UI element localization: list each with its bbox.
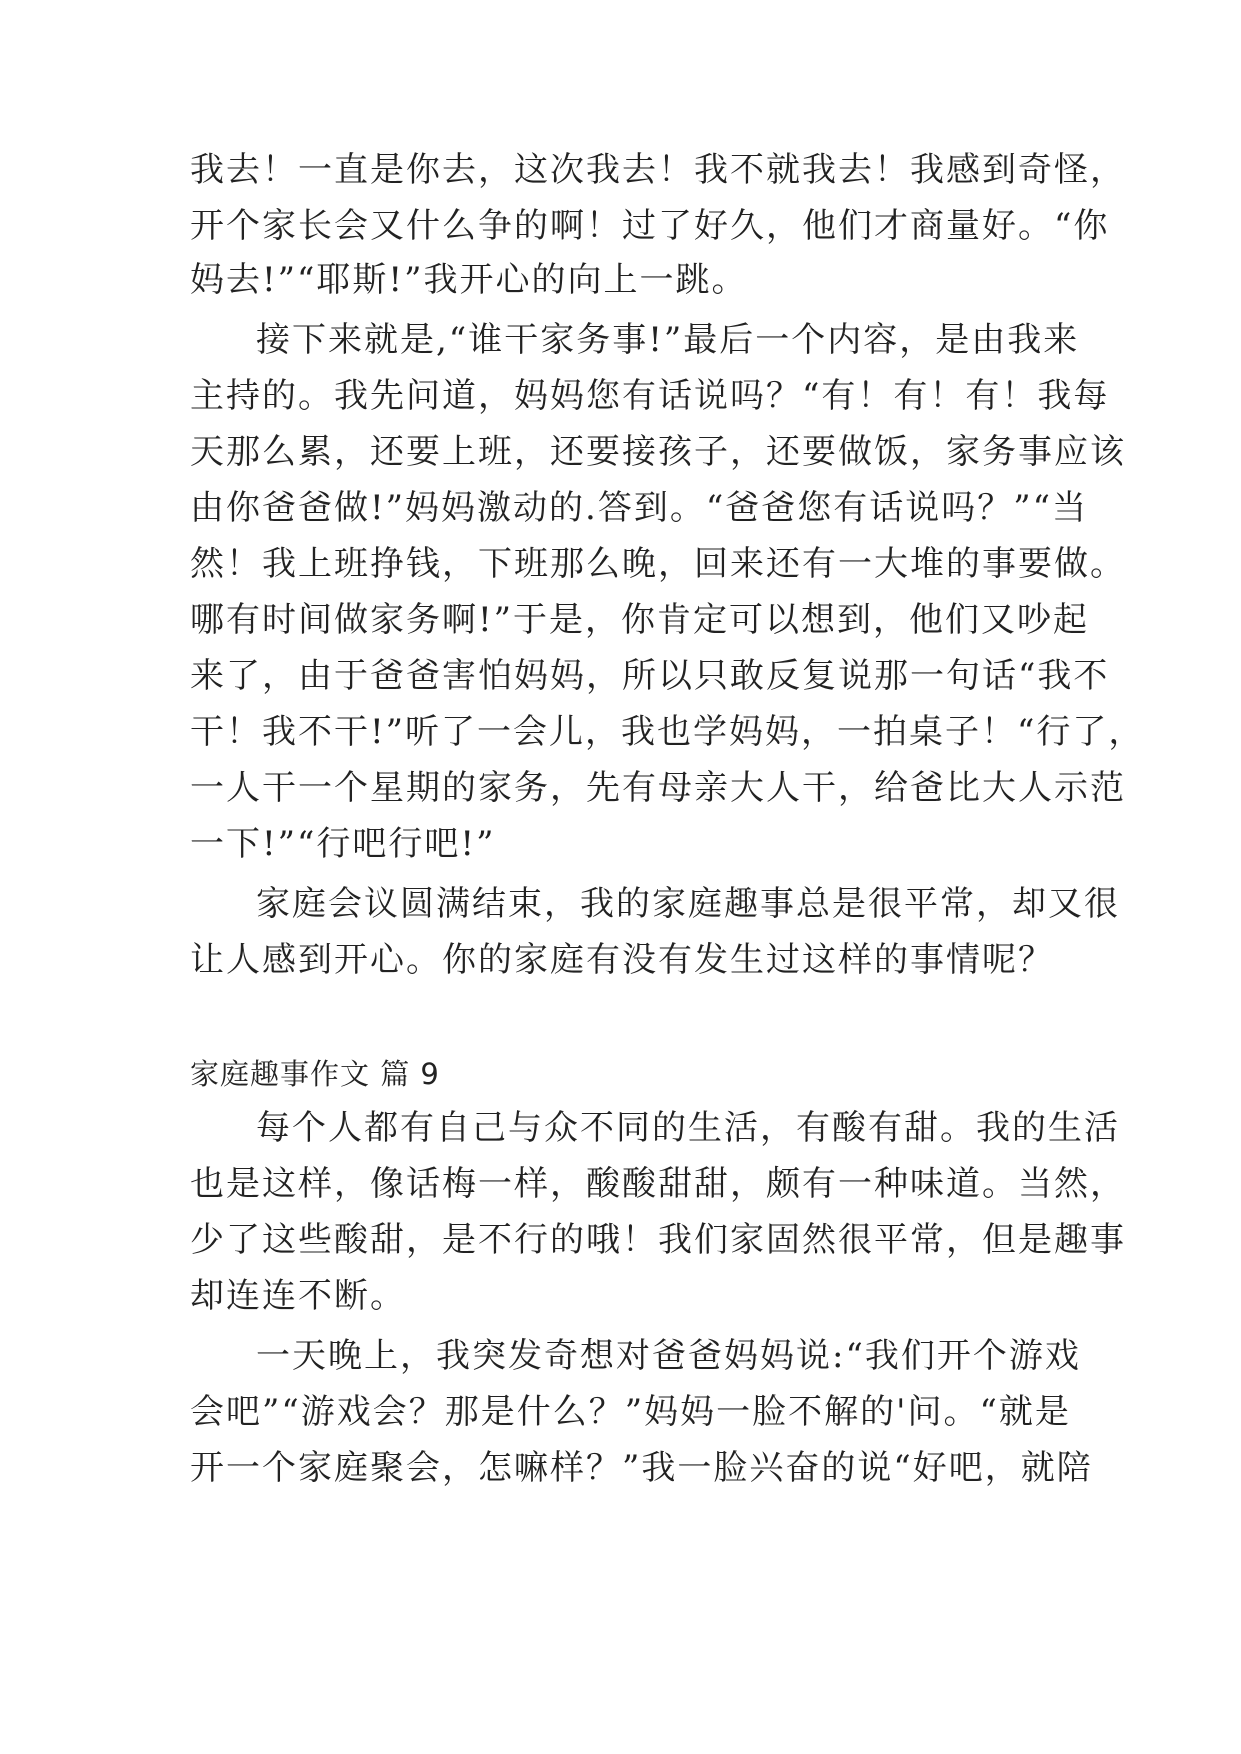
text-line: 来了，由于爸爸害怕妈妈，所以只敢反复说那一句话“我不: [190, 656, 1110, 696]
text-line: 家庭会议圆满结束，我的家庭趣事总是很平常，却又很: [256, 884, 1120, 924]
text-line: 开个家长会又什么争的啊！过了好久，他们才商量好。“你: [190, 206, 1110, 246]
text-line: 一天晚上，我突发奇想对爸爸妈妈说:“我们开个游戏: [256, 1336, 1081, 1376]
text-line: 主持的。我先问道，妈妈您有话说吗？“有！有！有！我每: [190, 376, 1110, 416]
text-line: 一下!”“行吧行吧!”: [190, 824, 496, 864]
text-line: 天那么累，还要上班，还要接孩子，还要做饭，家务事应该: [190, 432, 1126, 472]
text-line: 我去！一直是你去，这次我去！我不就我去！我感到奇怪，: [190, 150, 1126, 190]
text-line: 由你爸爸做!”妈妈激动的.答到。“爸爸您有话说吗？”“当: [190, 488, 1088, 528]
text-line: 开一个家庭聚会，怎嘛样？”我一脸兴奋的说“好吧，就陪: [190, 1448, 1093, 1488]
text-line: 会吧”“游戏会？那是什么？”妈妈一脸不解的'问。“就是: [190, 1392, 1071, 1432]
text-line: 却连连不断。: [190, 1276, 406, 1316]
text-line: 接下来就是,“谁干家务事!”最后一个内容，是由我来: [256, 320, 1080, 360]
section-heading: 家庭趣事作文 篇 9: [190, 1057, 440, 1091]
text-line: 一人干一个星期的家务，先有母亲大人干，给爸比大人示范: [190, 768, 1126, 808]
text-line: 也是这样，像话梅一样，酸酸甜甜，颇有一种味道。当然，: [190, 1164, 1126, 1204]
text-line: 哪有时间做家务啊!”于是，你肯定可以想到，他们又吵起: [190, 600, 1090, 640]
text-line: 然！我上班挣钱，下班那么晚，回来还有一大堆的事要做。: [190, 544, 1126, 584]
text-line: 每个人都有自己与众不同的生活，有酸有甜。我的生活: [256, 1108, 1120, 1148]
text-line: 妈去!”“耶斯!”我开心的向上一跳。: [190, 260, 748, 300]
text-line: 让人感到开心。你的家庭有没有发生过这样的事情呢？: [190, 940, 1054, 980]
text-line: 干！我不干!”听了一会儿，我也学妈妈，一拍桌子！“行了，: [190, 712, 1145, 752]
text-line: 少了这些酸甜，是不行的哦！我们家固然很平常，但是趣事: [190, 1220, 1126, 1260]
